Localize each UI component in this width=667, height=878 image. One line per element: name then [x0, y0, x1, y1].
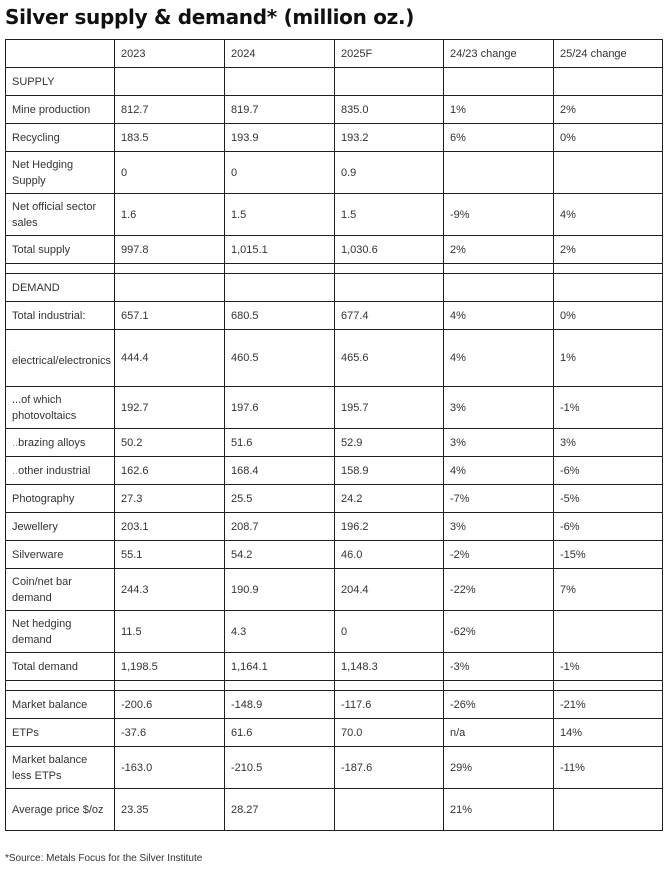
- row-label: Net Hedging Supply: [12, 158, 74, 187]
- value-cell: 193.9: [225, 124, 335, 152]
- header-cell: 2025F: [335, 40, 444, 68]
- value-cell: 2%: [554, 96, 663, 124]
- value-cell: -5%: [554, 485, 663, 513]
- value-cell: -9%: [444, 194, 554, 236]
- source-note: *Source: Metals Focus for the Silver Institute: [5, 853, 203, 864]
- value-cell: 0%: [554, 124, 663, 152]
- value-cell: -26%: [444, 691, 554, 719]
- value-cell: 6%: [444, 124, 554, 152]
- value-cell: 2%: [554, 236, 663, 264]
- value-cell: 1,198.5: [115, 653, 225, 681]
- value-cell: 29%: [444, 747, 554, 789]
- table-row: [6, 124, 663, 152]
- value-cell: 0: [115, 152, 225, 194]
- row-label: Average price $/oz: [12, 803, 104, 816]
- value-cell: -6%: [554, 513, 663, 541]
- row-label-cell: [6, 789, 115, 831]
- value-cell: 52.9: [335, 429, 444, 457]
- value-cell: 997.8: [115, 236, 225, 264]
- row-label-cell: [6, 653, 115, 681]
- row-label-cell: [6, 124, 115, 152]
- value-cell: 11.5: [115, 611, 225, 653]
- value-cell: -163.0: [115, 747, 225, 789]
- value-cell: 61.6: [225, 719, 335, 747]
- table-row: [6, 194, 663, 236]
- value-cell: -187.6: [335, 747, 444, 789]
- row-label-cell: [6, 513, 115, 541]
- value-cell: 1,148.3: [335, 653, 444, 681]
- value-cell: -3%: [444, 653, 554, 681]
- value-cell: 0: [225, 152, 335, 194]
- value-cell: 465.6: [335, 330, 444, 387]
- row-label: Total supply: [12, 243, 71, 256]
- table-row: [6, 747, 663, 789]
- row-label: Total demand: [12, 660, 79, 673]
- header-cell: [6, 40, 115, 68]
- value-cell: 835.0: [335, 96, 444, 124]
- value-cell: 23.35: [115, 789, 225, 831]
- row-label: brazing alloys: [18, 436, 86, 449]
- table-row: [6, 485, 663, 513]
- row-label: Photography: [12, 492, 75, 505]
- value-cell: 0%: [554, 302, 663, 330]
- indent-marker: ..: [12, 436, 19, 449]
- row-label-cell: [6, 236, 115, 264]
- value-cell: -21%: [554, 691, 663, 719]
- value-cell: -148.9: [225, 691, 335, 719]
- value-cell: n/a: [444, 719, 554, 747]
- row-label-cell: [6, 457, 115, 485]
- value-cell: -11%: [554, 747, 663, 789]
- value-cell: 1%: [554, 330, 663, 387]
- spacer-row: [6, 264, 663, 274]
- table-row: [6, 330, 663, 387]
- row-label-cell: [6, 747, 115, 789]
- value-cell: -117.6: [335, 691, 444, 719]
- value-cell: 677.4: [335, 302, 444, 330]
- value-cell: 162.6: [115, 457, 225, 485]
- table-row: [6, 236, 663, 264]
- value-cell: 4%: [444, 330, 554, 387]
- value-cell: 3%: [554, 429, 663, 457]
- value-cell: 4%: [554, 194, 663, 236]
- table-row: [6, 429, 663, 457]
- row-label: Net hedging demand: [12, 617, 72, 646]
- value-cell: 1.5: [225, 194, 335, 236]
- table-row: [6, 387, 663, 429]
- value-cell: 2%: [444, 236, 554, 264]
- value-cell: 14%: [554, 719, 663, 747]
- table-row: [6, 541, 663, 569]
- value-cell: 7%: [554, 569, 663, 611]
- value-cell: 27.3: [115, 485, 225, 513]
- row-label: Net official sector sales: [12, 200, 97, 229]
- value-cell: 1.6: [115, 194, 225, 236]
- value-cell: 55.1: [115, 541, 225, 569]
- header-cell: 2024: [225, 40, 335, 68]
- indent-marker: ..: [12, 347, 16, 353]
- row-label: Coin/net bar demand: [12, 575, 72, 604]
- value-cell: 208.7: [225, 513, 335, 541]
- row-label-cell: [6, 611, 115, 653]
- value-cell: 4%: [444, 457, 554, 485]
- value-cell: 1.5: [335, 194, 444, 236]
- row-label-cell: [6, 485, 115, 513]
- value-cell: 0: [335, 611, 444, 653]
- value-cell: [554, 789, 663, 831]
- value-cell: 1,164.1: [225, 653, 335, 681]
- value-cell: 0.9: [335, 152, 444, 194]
- supply-demand-table: [5, 39, 663, 831]
- row-label: Mine production: [12, 103, 91, 116]
- row-label-cell: [6, 330, 115, 387]
- value-cell: [335, 789, 444, 831]
- table-row: [6, 569, 663, 611]
- value-cell: 819.7: [225, 96, 335, 124]
- value-cell: -15%: [554, 541, 663, 569]
- value-cell: 1,015.1: [225, 236, 335, 264]
- value-cell: 204.4: [335, 569, 444, 611]
- value-cell: -2%: [444, 541, 554, 569]
- section-label: DEMAND: [6, 274, 115, 302]
- value-cell: 25.5: [225, 485, 335, 513]
- row-label: ETPs: [12, 726, 39, 739]
- section-label: SUPPLY: [6, 68, 115, 96]
- value-cell: 3%: [444, 429, 554, 457]
- spacer-row: [6, 681, 663, 691]
- value-cell: 183.5: [115, 124, 225, 152]
- row-label-cell: [6, 569, 115, 611]
- value-cell: 657.1: [115, 302, 225, 330]
- value-cell: 51.6: [225, 429, 335, 457]
- value-cell: 21%: [444, 789, 554, 831]
- value-cell: -1%: [554, 653, 663, 681]
- value-cell: 4.3: [225, 611, 335, 653]
- value-cell: -6%: [554, 457, 663, 485]
- value-cell: 193.2: [335, 124, 444, 152]
- value-cell: 46.0: [335, 541, 444, 569]
- section-row-supply: [6, 68, 663, 96]
- value-cell: -210.5: [225, 747, 335, 789]
- value-cell: 28.27: [225, 789, 335, 831]
- value-cell: 70.0: [335, 719, 444, 747]
- value-cell: 4%: [444, 302, 554, 330]
- value-cell: 1%: [444, 96, 554, 124]
- row-label-cell: [6, 691, 115, 719]
- value-cell: 3%: [444, 513, 554, 541]
- row-label: Market balance less ETPs: [12, 753, 88, 782]
- value-cell: -62%: [444, 611, 554, 653]
- value-cell: 197.6: [225, 387, 335, 429]
- table-row: [6, 302, 663, 330]
- value-cell: [444, 152, 554, 194]
- value-cell: 158.9: [335, 457, 444, 485]
- table-row: [6, 96, 663, 124]
- value-cell: [554, 611, 663, 653]
- row-label: Total industrial:: [12, 309, 86, 322]
- row-label-cell: [6, 719, 115, 747]
- value-cell: 24.2: [335, 485, 444, 513]
- value-cell: 195.7: [335, 387, 444, 429]
- value-cell: 168.4: [225, 457, 335, 485]
- value-cell: 812.7: [115, 96, 225, 124]
- section-row-demand: [6, 274, 663, 302]
- indent-marker: ..: [12, 464, 19, 477]
- row-label: Jewellery: [12, 520, 58, 533]
- row-label-cell: [6, 96, 115, 124]
- value-cell: 192.7: [115, 387, 225, 429]
- table-row: [6, 513, 663, 541]
- page-title: Silver supply & demand* (million oz.): [5, 5, 415, 29]
- header-cell: 25/24 change: [554, 40, 663, 68]
- value-cell: 444.4: [115, 330, 225, 387]
- value-cell: 54.2: [225, 541, 335, 569]
- row-label: Market balance: [12, 698, 88, 711]
- row-label-cell: [6, 429, 115, 457]
- table-row: [6, 789, 663, 831]
- value-cell: 190.9: [225, 569, 335, 611]
- value-cell: -200.6: [115, 691, 225, 719]
- value-cell: -22%: [444, 569, 554, 611]
- value-cell: -1%: [554, 387, 663, 429]
- row-label-cell: [6, 541, 115, 569]
- value-cell: 244.3: [115, 569, 225, 611]
- value-cell: 50.2: [115, 429, 225, 457]
- row-label-cell: [6, 302, 115, 330]
- value-cell: 203.1: [115, 513, 225, 541]
- table-row: [6, 691, 663, 719]
- header-row: [6, 40, 663, 68]
- value-cell: -7%: [444, 485, 554, 513]
- row-label: ...of which photovoltaics: [12, 393, 77, 422]
- header-cell: 24/23 change: [444, 40, 554, 68]
- row-label: Recycling: [12, 131, 60, 144]
- row-label: other industrial: [18, 464, 91, 477]
- row-label: electrical/electronics: [12, 355, 112, 367]
- table-row: [6, 611, 663, 653]
- row-label-cell: [6, 152, 115, 194]
- header-cell: 2023: [115, 40, 225, 68]
- table-row: [6, 457, 663, 485]
- value-cell: 196.2: [335, 513, 444, 541]
- table-row: [6, 719, 663, 747]
- value-cell: -37.6: [115, 719, 225, 747]
- value-cell: 680.5: [225, 302, 335, 330]
- row-label: Silverware: [12, 548, 64, 561]
- value-cell: 1,030.6: [335, 236, 444, 264]
- table-row: [6, 152, 663, 194]
- row-label-cell: [6, 194, 115, 236]
- table-row: [6, 653, 663, 681]
- value-cell: 3%: [444, 387, 554, 429]
- value-cell: 460.5: [225, 330, 335, 387]
- value-cell: [554, 152, 663, 194]
- row-label-cell: [6, 387, 115, 429]
